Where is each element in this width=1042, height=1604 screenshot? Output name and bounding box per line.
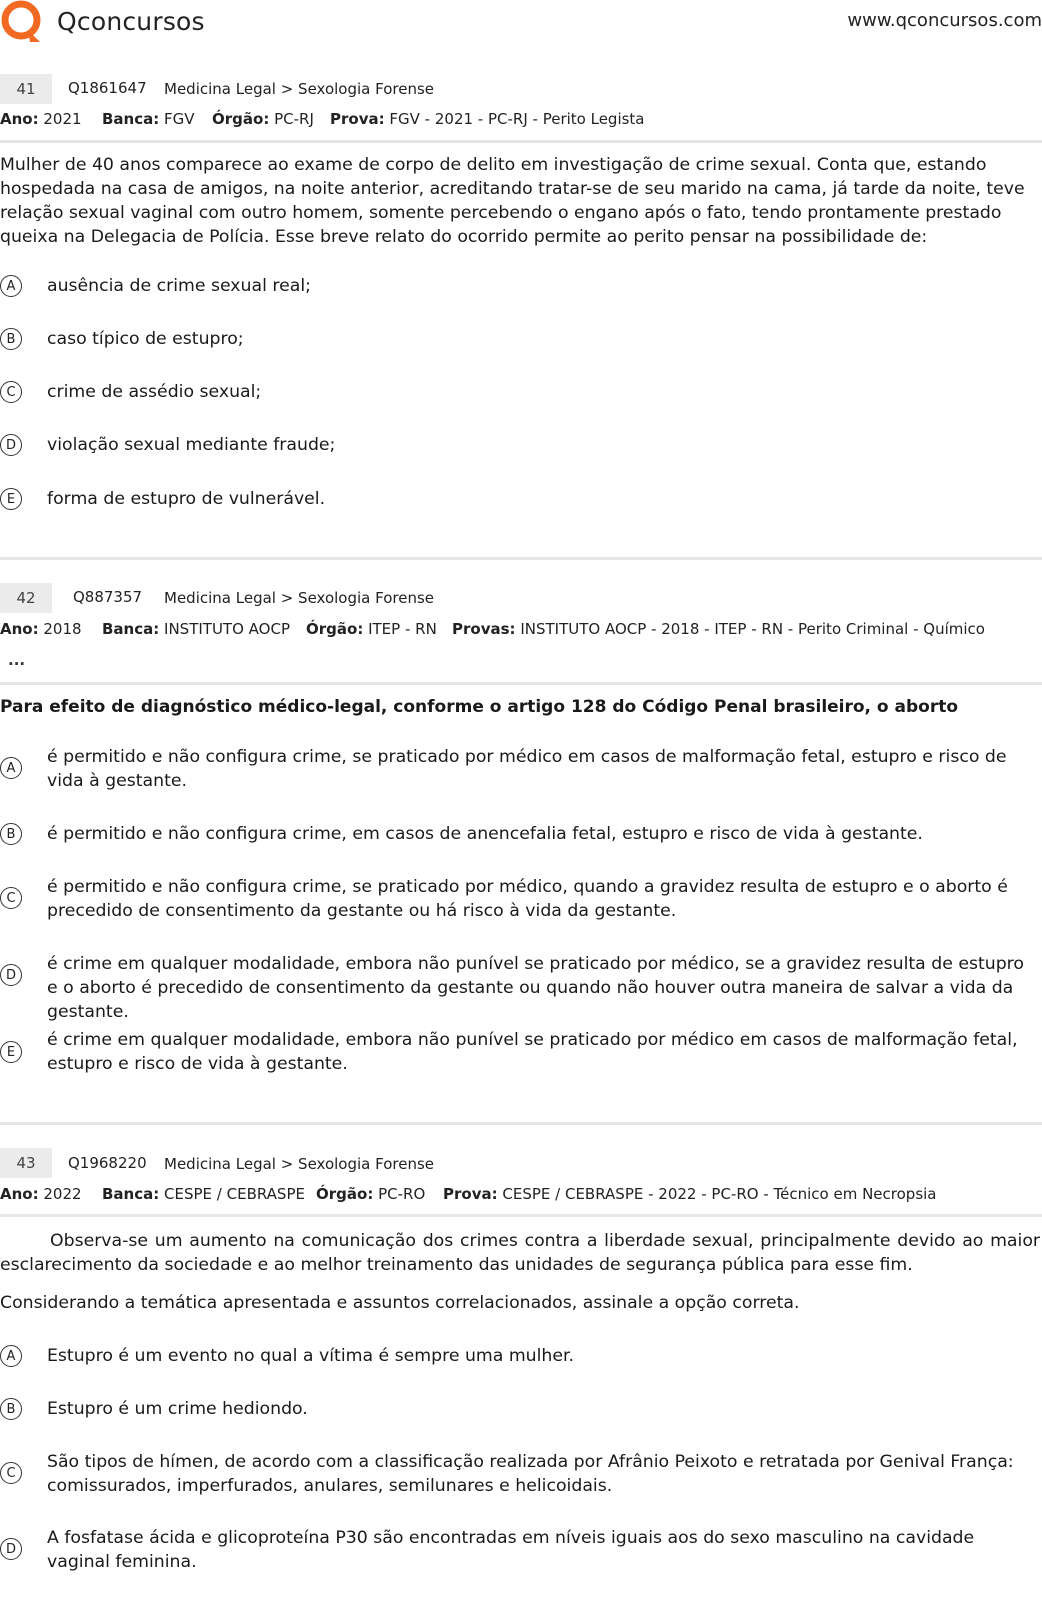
- banca-label: Banca:: [102, 1185, 160, 1203]
- banca-label: Banca:: [102, 110, 160, 128]
- orgao-value: PC-RJ: [274, 110, 314, 128]
- question-subject[interactable]: Medicina Legal > Sexologia Forense: [164, 80, 435, 98]
- option-letter-circle[interactable]: B: [0, 1398, 22, 1420]
- option-letter-circle[interactable]: C: [0, 381, 22, 403]
- prova-value[interactable]: CESPE / CEBRASPE - 2022 - PC-RO - Técnico em Necropsia: [502, 1185, 937, 1203]
- question-separator: [0, 557, 1042, 560]
- option-letter-circle[interactable]: A: [0, 757, 22, 779]
- question-number: 41: [0, 74, 52, 104]
- option-text: forma de estupro de vulnerável.: [47, 489, 326, 509]
- divider: [0, 140, 1042, 143]
- option-text: ausência de crime sexual real;: [47, 276, 311, 296]
- option-text: Estupro é um evento no qual a vítima é sempre uma mulher.: [47, 1346, 575, 1366]
- option-letter-circle[interactable]: D: [0, 434, 22, 456]
- orgao-label: Órgão:: [306, 620, 364, 638]
- ano-value: 2022: [43, 1185, 82, 1203]
- option-text: caso típico de estupro;: [47, 329, 244, 349]
- option-letter-circle[interactable]: D: [0, 1538, 22, 1560]
- option-letter-circle[interactable]: E: [0, 1041, 22, 1063]
- ano-label: Ano:: [0, 620, 39, 638]
- qconcursos-logo-icon: [0, 0, 48, 44]
- banca-value: CESPE / CEBRASPE: [164, 1185, 305, 1203]
- option-letter-circle[interactable]: A: [0, 275, 22, 297]
- option-text: é permitido e não configura crime, se praticado por médico, quando a gravidez resulta de estupro e o aborto é precedido de consentimento da gestante ou há risco à vida da gestante.: [47, 877, 1008, 921]
- orgao-value: PC-RO: [378, 1185, 426, 1203]
- option-text: é crime em qualquer modalidade, embora não punível se praticado por médico, se a gravidez resulta de estupro e o aborto é precedido de consentimento da gestante ou quando não houver outra maneira de salvar a vida da gestante.: [47, 954, 1024, 1022]
- option-text: A fosfatase ácida e glicoproteína P30 são encontradas em níveis iguais aos do sexo masculino na cavidade vaginal feminina.: [47, 1528, 975, 1572]
- question-separator: [0, 1122, 1042, 1125]
- question-id[interactable]: Q1968220: [68, 1154, 147, 1172]
- question-id[interactable]: Q887357: [73, 588, 143, 606]
- option-text: é crime em qualquer modalidade, embora não punível se praticado por médico em casos de malformação fetal, estupro e risco de vida à gestante.: [47, 1030, 1018, 1074]
- question-number: 42: [0, 583, 52, 613]
- question-subject[interactable]: Medicina Legal > Sexologia Forense: [164, 589, 435, 607]
- ano-value: 2021: [43, 110, 82, 128]
- option-letter-circle[interactable]: C: [0, 887, 22, 909]
- option-letter-circle[interactable]: C: [0, 1462, 22, 1484]
- question-statement: Para efeito de diagnóstico médico-legal, conforme o artigo 128 do Código Penal brasileiro, o aborto: [0, 697, 959, 717]
- option-letter-circle[interactable]: E: [0, 488, 22, 510]
- ano-label: Ano:: [0, 110, 39, 128]
- question-instruction: Considerando a temática apresentada e assuntos correlacionados, assinale a opção correta.: [0, 1293, 800, 1313]
- question-statement: Mulher de 40 anos comparece ao exame de corpo de delito em investigação de crime sexual. Conta que, estando hospedada na casa de amigos, na noite anterior, acreditando tratar-se de seu marido na cama, já tarde da noite, teve relação sexual vaginal com outro homem, somente percebendo o engano após o fato, tendo prontamente prestado queixa na Delegacia de Polícia. Esse breve relato do ocorrido permite ao perito pensar na possibilidade de:: [0, 155, 1025, 247]
- question-id[interactable]: Q1861647: [68, 79, 147, 97]
- question-number: 43: [0, 1148, 52, 1178]
- option-letter-circle[interactable]: D: [0, 964, 22, 986]
- prova-label: Provas:: [452, 620, 516, 638]
- divider: [0, 682, 1042, 685]
- prova-value[interactable]: FGV - 2021 - PC-RJ - Perito Legista: [389, 110, 645, 128]
- prova-label: Prova:: [330, 110, 385, 128]
- orgao-label: Órgão:: [212, 110, 270, 128]
- ano-value: 2018: [43, 620, 82, 638]
- option-text: violação sexual mediante fraude;: [47, 435, 336, 455]
- orgao-value: ITEP - RN: [368, 620, 437, 638]
- option-letter-circle[interactable]: B: [0, 328, 22, 350]
- site-url: www.qconcursos.com: [847, 10, 1042, 31]
- brand-name: Qconcursos: [57, 7, 205, 36]
- option-text: Estupro é um crime hediondo.: [47, 1399, 308, 1419]
- banca-value: INSTITUTO AOCP: [164, 620, 290, 638]
- ano-label: Ano:: [0, 1185, 39, 1203]
- more-provas-button[interactable]: ...: [8, 651, 26, 669]
- page-header: [0, 0, 1042, 48]
- option-text: São tipos de hímen, de acordo com a classificação realizada por Afrânio Peixoto e retratada por Genival França: comissurados, imperfurados, anulares, semilunares e helicoidais.: [47, 1452, 1014, 1496]
- divider: [0, 1214, 1042, 1217]
- prova-value[interactable]: INSTITUTO AOCP - 2018 - ITEP - RN - Perito Criminal - Químico: [520, 620, 985, 638]
- banca-label: Banca:: [102, 620, 160, 638]
- option-text: é permitido e não configura crime, em casos de anencefalia fetal, estupro e risco de vida à gestante.: [47, 824, 923, 844]
- question-subject[interactable]: Medicina Legal > Sexologia Forense: [164, 1155, 435, 1173]
- option-letter-circle[interactable]: B: [0, 823, 22, 845]
- question-statement: Observa-se um aumento na comunicação dos crimes contra a liberdade sexual, principalmente devido ao maior esclarecimento da sociedade e ao melhor treinamento das unidades de segurança pública para esse fim.: [0, 1231, 1040, 1275]
- prova-label: Prova:: [443, 1185, 498, 1203]
- option-text: crime de assédio sexual;: [47, 382, 262, 402]
- orgao-label: Órgão:: [316, 1185, 374, 1203]
- option-letter-circle[interactable]: A: [0, 1345, 22, 1367]
- banca-value: FGV: [164, 110, 195, 128]
- option-text: é permitido e não configura crime, se praticado por médico em casos de malformação fetal, estupro e risco de vida à gestante.: [47, 747, 1007, 791]
